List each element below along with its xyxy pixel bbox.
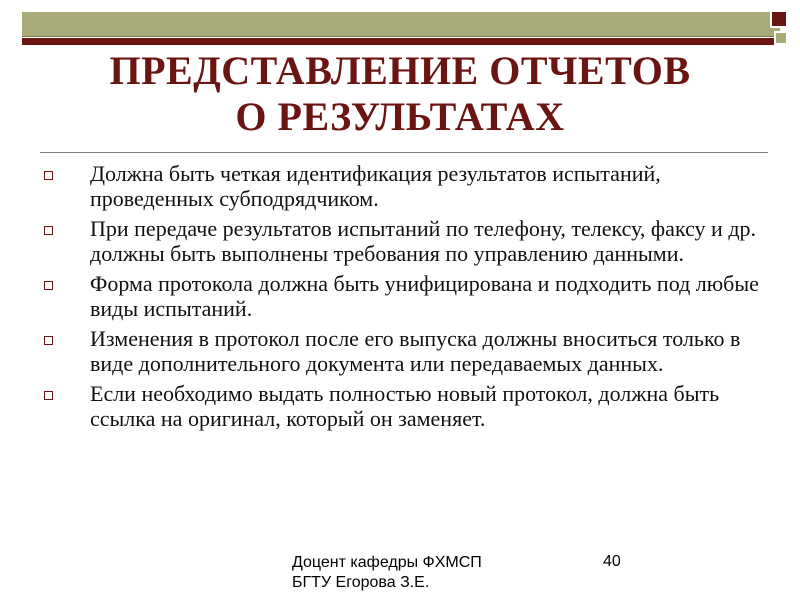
square-bullet-icon bbox=[44, 281, 53, 290]
title-line-2: О РЕЗУЛЬТАТАХ bbox=[235, 94, 565, 139]
corner-square-icon bbox=[770, 10, 788, 28]
title-divider bbox=[40, 152, 768, 153]
page-number: 40 bbox=[603, 553, 621, 570]
bullet-list bbox=[38, 162, 778, 437]
corner-square-small-icon bbox=[774, 31, 788, 45]
bullet-text: Изменения в протокол после его выпуска должны вноситься только в виде дополнительного документа или передаваемых данных. bbox=[90, 326, 741, 376]
bullet-text: Если необходимо выдать полностью новый протокол, должна быть ссылка на оригинал, который он заменяет. bbox=[90, 381, 720, 431]
square-bullet-icon bbox=[44, 171, 53, 180]
bullet-item bbox=[38, 217, 778, 266]
slide-title bbox=[30, 48, 770, 140]
bullet-text: При передаче результатов испытаний по телефону, телексу, факсу и др. должны быть выполнены требования по управлению данными. bbox=[90, 216, 757, 266]
bullet-text: Должна быть четкая идентификация результатов испытаний, проведенных субподрядчиком. bbox=[90, 161, 661, 211]
bullet-item bbox=[38, 327, 778, 376]
bullet-item bbox=[38, 382, 778, 431]
title-line-1: ПРЕДСТАВЛЕНИЕ ОТЧЕТОВ bbox=[109, 48, 691, 93]
square-bullet-icon bbox=[44, 226, 53, 235]
header-band bbox=[22, 12, 780, 37]
square-bullet-icon bbox=[44, 391, 53, 400]
header-dark-stripe bbox=[22, 38, 780, 45]
bullet-text: Форма протокола должна быть унифицирована и подходить под любые виды испытаний. bbox=[90, 271, 759, 321]
bullet-item bbox=[38, 162, 778, 211]
bullet-item bbox=[38, 272, 778, 321]
footer-author: Доцент кафедры ФХМСП БГТУ Егорова З.Е. bbox=[292, 554, 482, 591]
square-bullet-icon bbox=[44, 336, 53, 345]
